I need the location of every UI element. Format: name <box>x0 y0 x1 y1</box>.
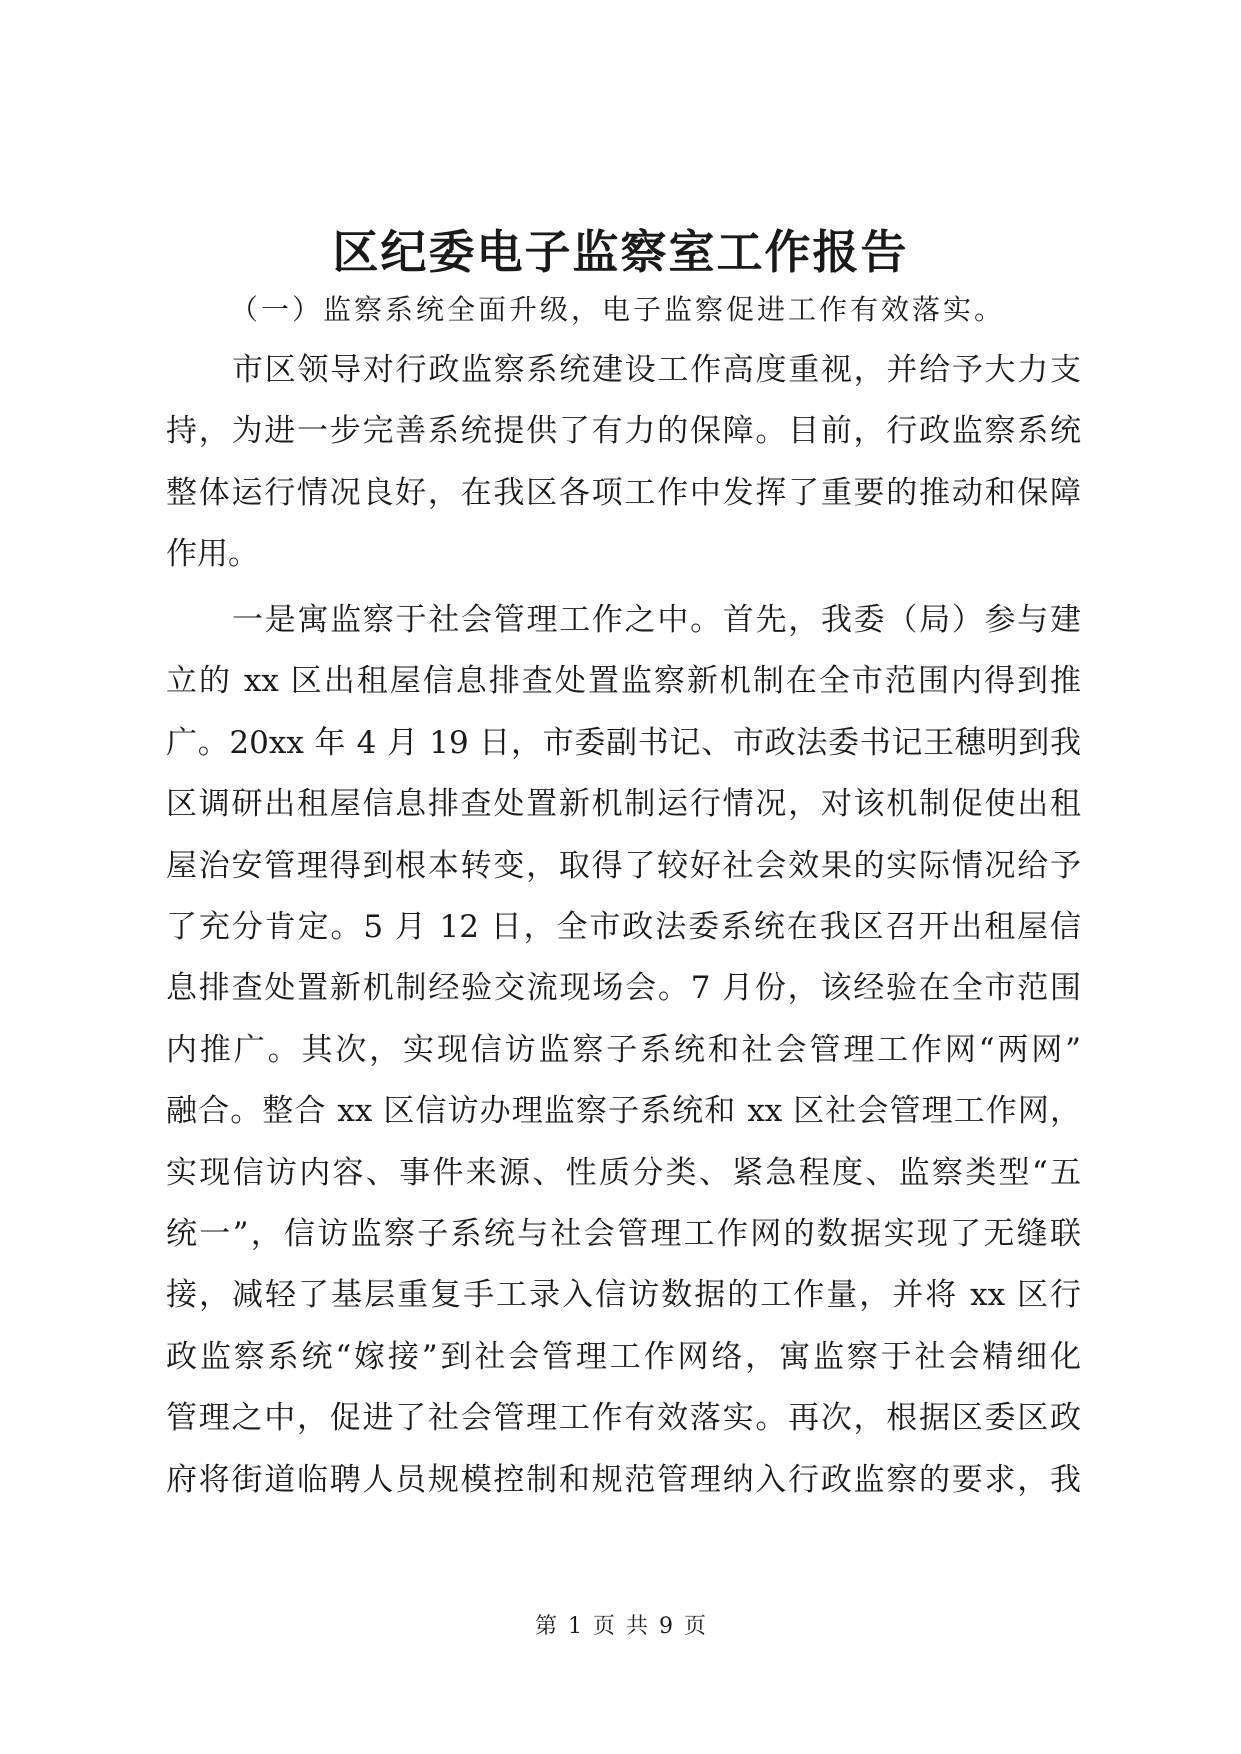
paragraph-1 <box>166 340 1081 586</box>
paragraph-2 <box>166 590 1081 1511</box>
paragraph-2-line: 息排查处置新机制经验交流现场会。7 月份，该经验在全市范围 <box>166 970 1081 1007</box>
paragraph-2-line: 实现信访内容、事件来源、性质分类、紧急程度、监察类型“五 <box>166 1154 1081 1191</box>
paragraph-2-line: 管理之中，促进了社会管理工作有效落实。再次，根据区委区政 <box>166 1400 1081 1437</box>
paragraph-2-line: 融合。整合 xx 区信访办理监察子系统和 xx 区社会管理工作网， <box>166 1093 1081 1130</box>
paragraph-2-line: 屋治安管理得到根本转变，取得了较好社会效果的实际情况给予 <box>166 847 1081 884</box>
paragraph-1-line: 持，为进一步完善系统提供了有力的保障。目前，行政监察系统 <box>166 413 1081 450</box>
paragraph-2-line: 府将街道临聘人员规模控制和规范管理纳入行政监察的要求，我 <box>166 1461 1081 1498</box>
paragraph-2-line: 了充分肯定。5 月 12 日，全市政法委系统在我区召开出租屋信 <box>166 909 1081 946</box>
section-heading: （一）监察系统全面升级，电子监察促进工作有效落实。 <box>230 293 1006 326</box>
document-title: 区纪委电子监察室工作报告 <box>332 225 909 279</box>
paragraph-2-line: 一是寓监察于社会管理工作之中。首先，我委（局）参与建 <box>232 602 1081 638</box>
paragraph-2-line: 内推广。其次，实现信访监察子系统和社会管理工作网“两网” <box>166 1031 1081 1068</box>
paragraph-2-line: 统一”，信访监察子系统与社会管理工作网的数据实现了无缝联 <box>166 1216 1081 1253</box>
paragraph-2-line: 接，减轻了基层重复手工录入信访数据的工作量，并将 xx 区行 <box>166 1277 1081 1314</box>
paragraph-2-line: 立的 xx 区出租屋信息排查处置监察新机制在全市范围内得到推 <box>166 663 1081 700</box>
page-footer: 第 1 页 共 9 页 <box>535 1614 706 1639</box>
paragraph-2-line: 区调研出租屋信息排查处置新机制运行情况，对该机制促使出租 <box>166 786 1081 823</box>
paragraph-1-line: 整体运行情况良好，在我区各项工作中发挥了重要的推动和保障 <box>166 474 1081 511</box>
paragraph-2-line: 广。20xx 年 4 月 19 日，市委副书记、市政法委书记王穗明到我 <box>166 724 1081 761</box>
paragraph-1-line: 作用。 <box>166 536 259 573</box>
paragraph-1-line: 市区领导对行政监察系统建设工作高度重视，并给予大力支 <box>232 352 1081 388</box>
paragraph-2-line: 政监察系统“嫁接”到社会管理工作网络，寓监察于社会精细化 <box>166 1338 1081 1375</box>
